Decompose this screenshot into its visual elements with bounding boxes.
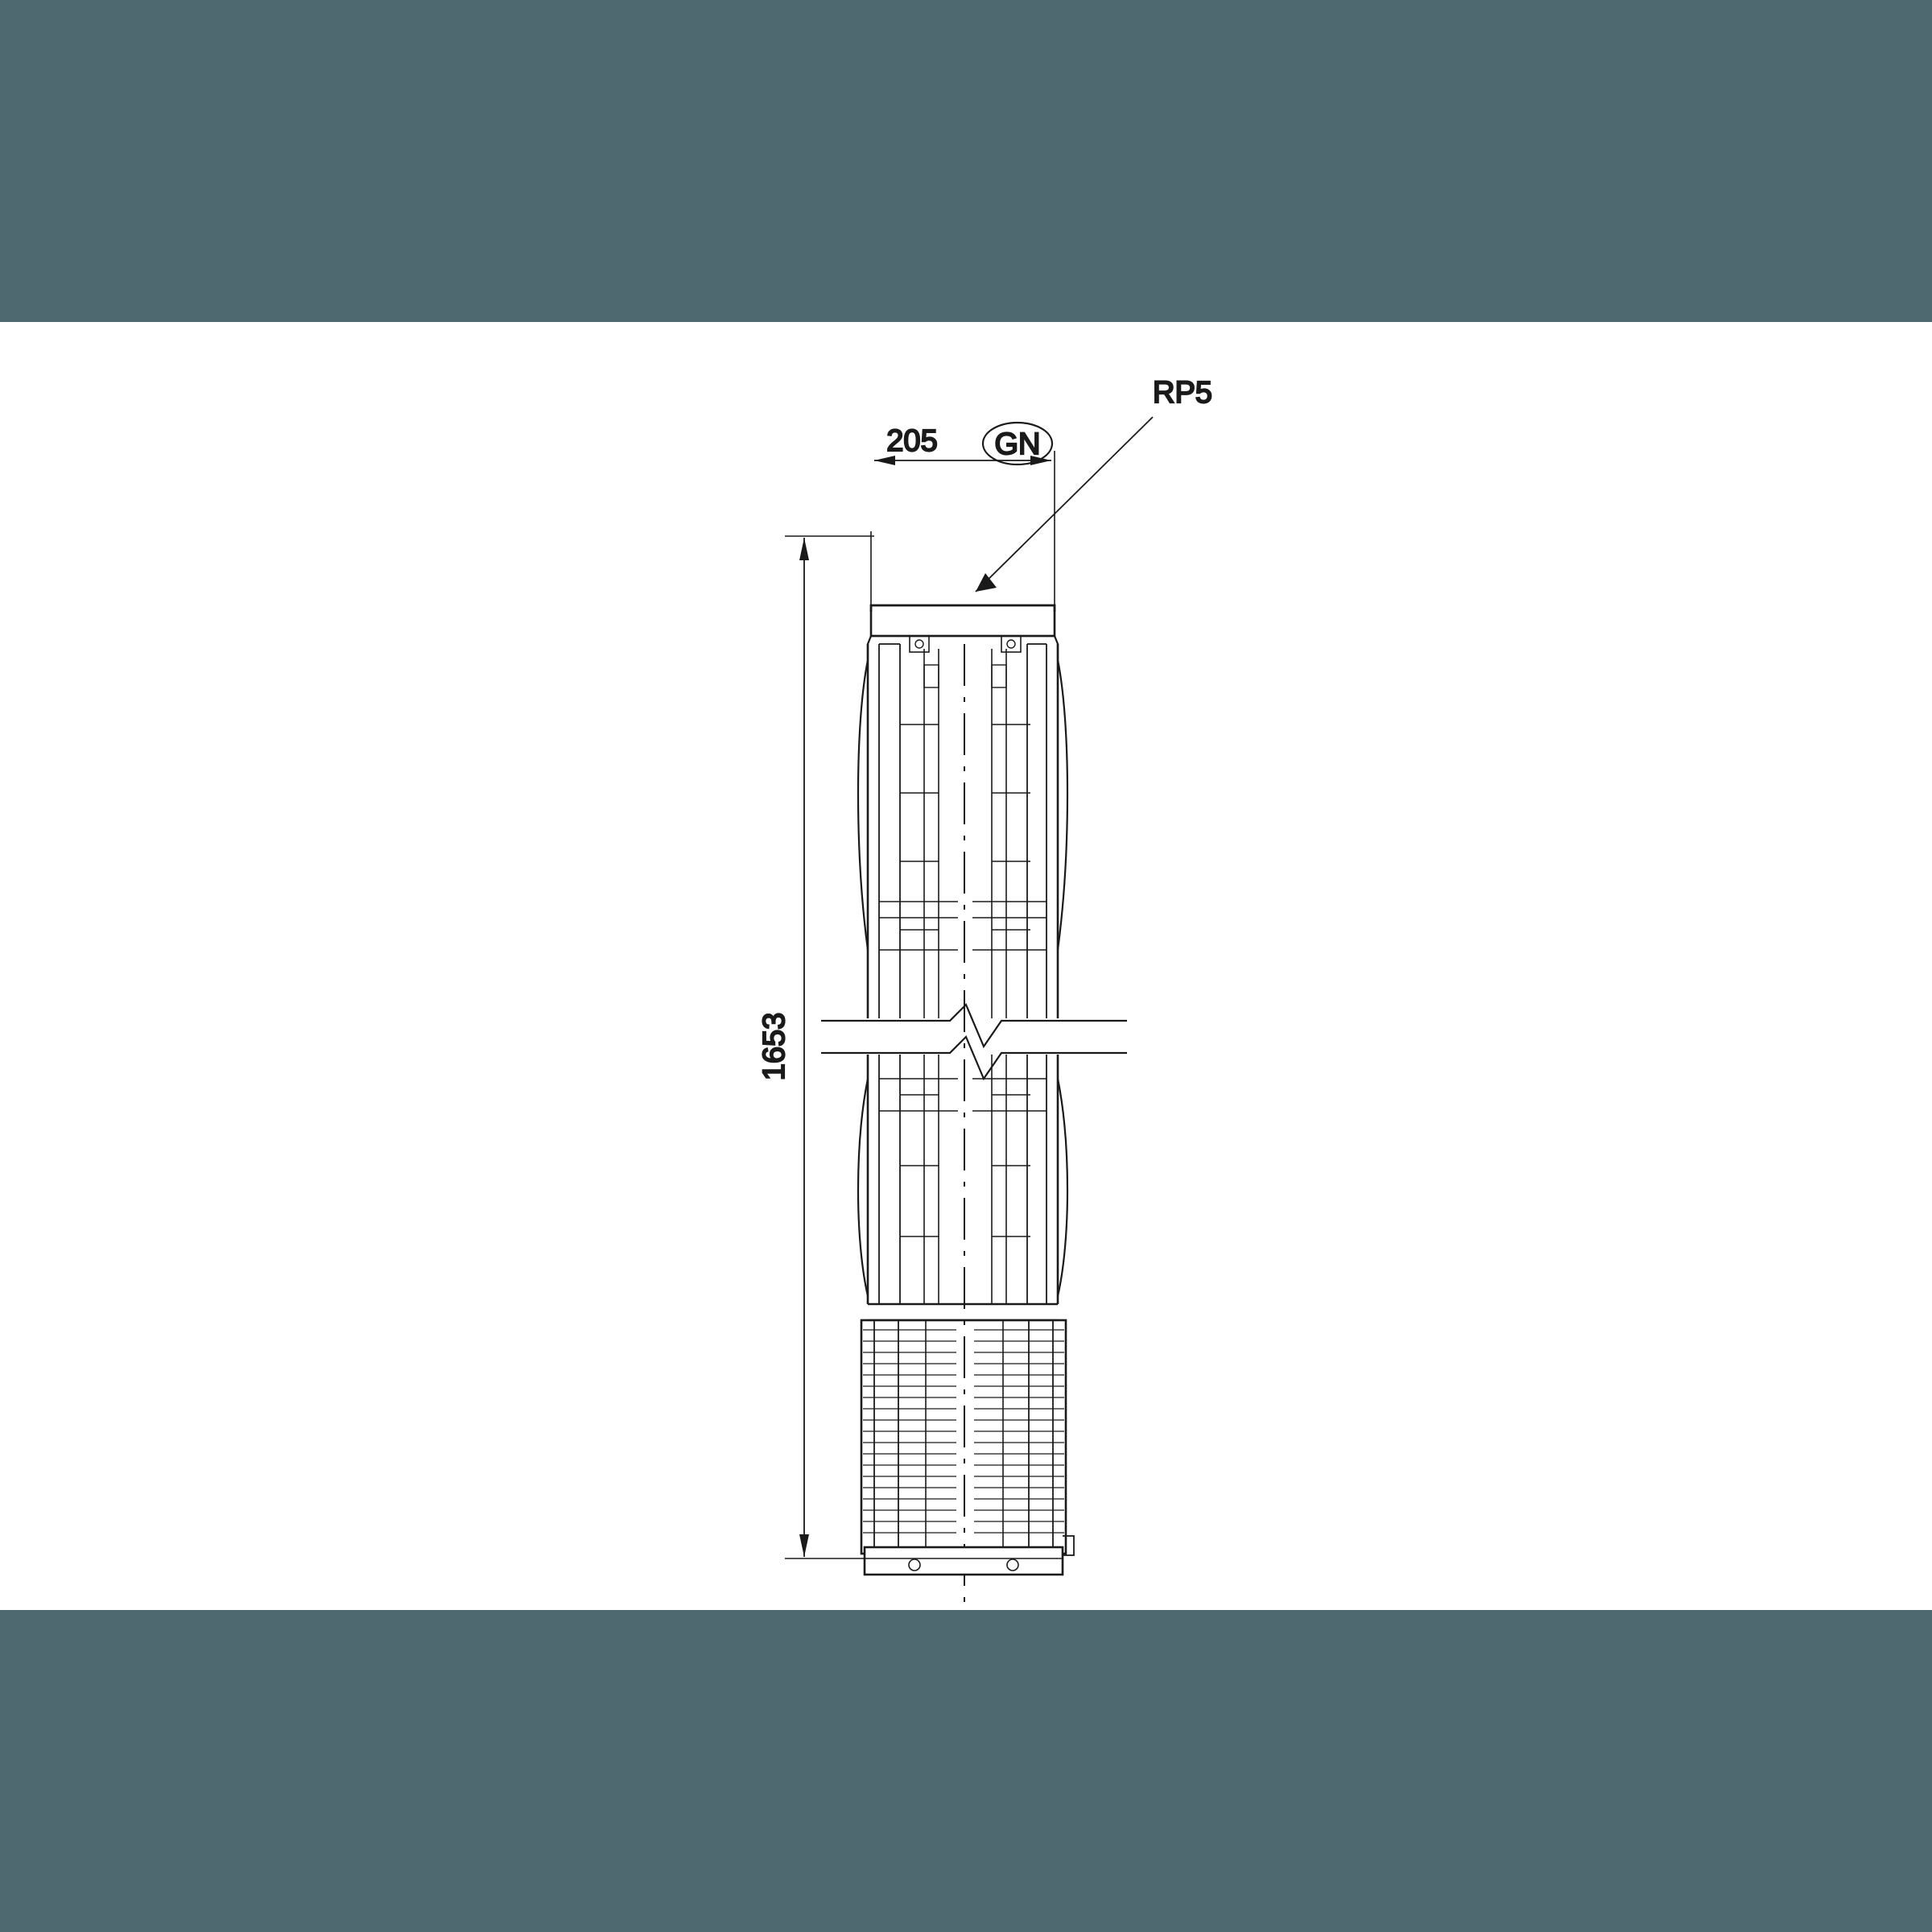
discharge-head [868, 605, 1058, 660]
tolerance-balloon [983, 423, 1052, 464]
tolerance-balloon-label: GN [994, 427, 1041, 461]
rp5-callout-label: RP5 [1153, 376, 1212, 410]
width-dimension-label: 205 [886, 424, 938, 458]
pump-sleeve-upper [858, 636, 1067, 1018]
motor-section [861, 1320, 1074, 1575]
pump-sleeve-lower [858, 1055, 1067, 1320]
height-dimension-line [799, 538, 809, 1557]
height-dimension-label: 1653 [758, 1012, 791, 1081]
width-extension-lines [871, 451, 1055, 612]
